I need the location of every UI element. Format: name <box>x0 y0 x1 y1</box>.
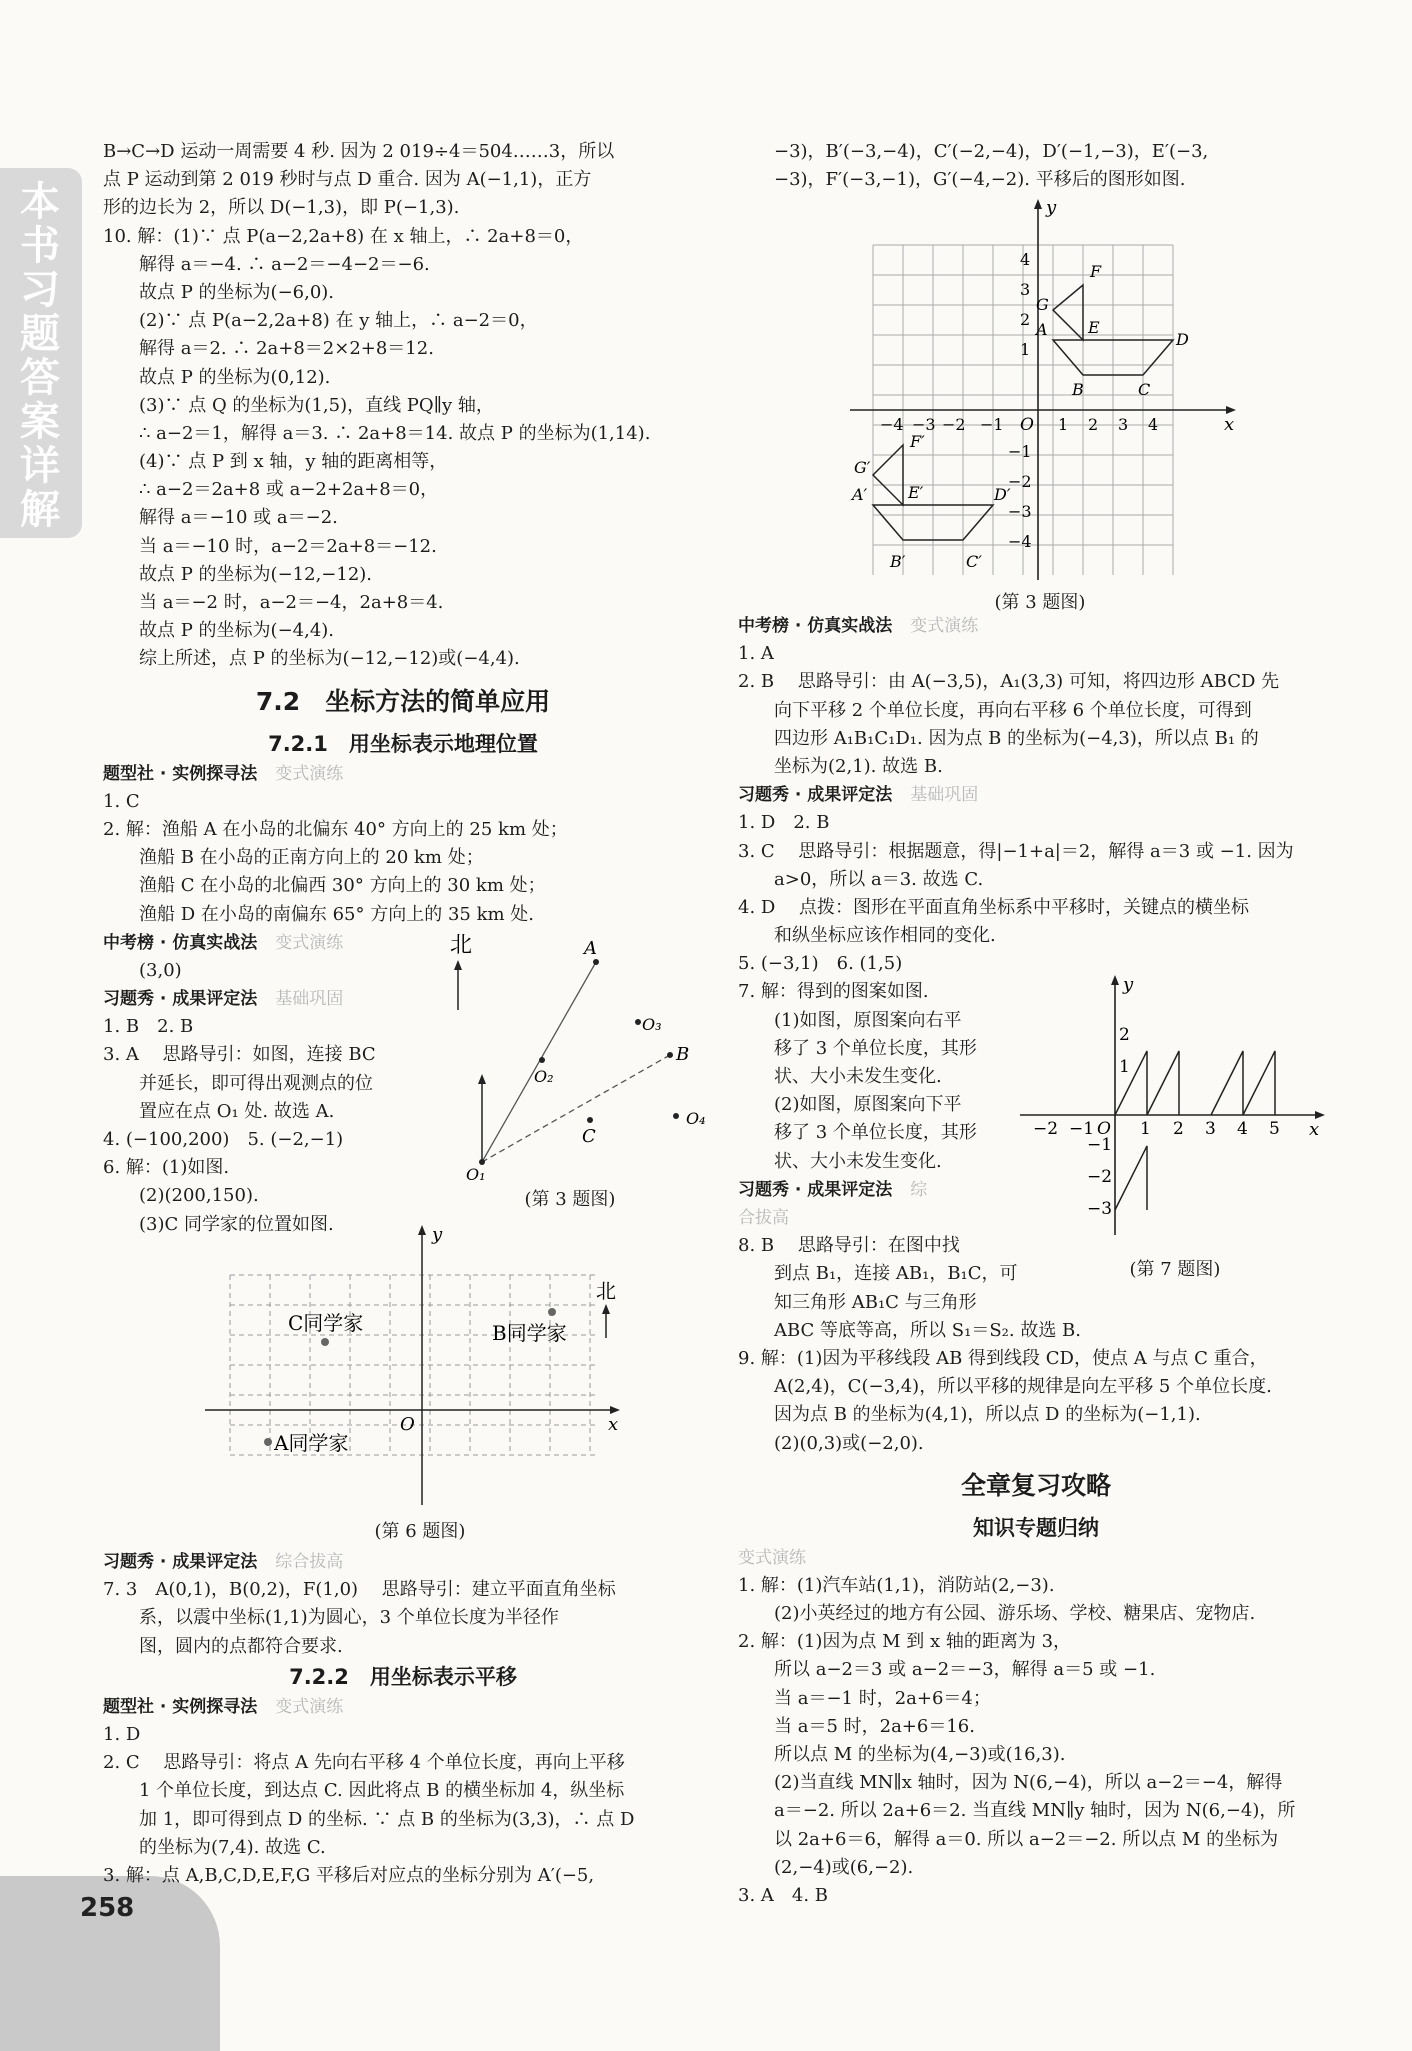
text-line <box>738 1345 1334 1373</box>
svg-text:−2: −2 <box>1008 472 1032 491</box>
line-text: a＝−2. 所以 2a+6＝2. 当直线 MN∥y 轴时，因为 N(6,−4)，所 <box>774 1800 1296 1822</box>
line-text: ∴ a−2＝2a+8 或 a−2+2a+8＝0， <box>139 479 439 501</box>
line-text: 中考榜 · 仿真实战法 <box>103 932 258 953</box>
line-text: 解得 a＝2. ∴ 2a+8＝2×2+8＝12. <box>139 338 434 360</box>
line-text: 变式演练 <box>738 1547 806 1568</box>
line-text: 故点 P 的坐标为(−6,0). <box>139 281 335 303</box>
text-line <box>103 816 703 844</box>
line-text: (2)当直线 MN∥x 轴时，因为 N(6,−4)，所以 a−2＝−4，解得 <box>774 1772 1283 1794</box>
line-text: 解得 a＝−4. ∴ a−2＝−4−2＝−6. <box>139 253 430 275</box>
line-text: 状、大小未发生变化. <box>774 1066 942 1088</box>
text-line <box>103 589 703 617</box>
text-line <box>738 1289 1334 1317</box>
line-text: a>0，所以 a＝3. 故选 C. <box>774 868 984 890</box>
line-text: 的坐标为(7,4). 故选 C. <box>139 1836 326 1858</box>
line-text: 当 a＝−2 时，a−2＝−4，2a+8＝4. <box>139 592 444 613</box>
line-text: (2)(0,3)或(−2,0). <box>774 1432 924 1454</box>
line-text: 当 a＝5 时，2a+6＝16. <box>774 1715 975 1737</box>
text-line <box>738 1769 1334 1797</box>
line-text: 10. 解：(1)∵ 点 P(a−2,2a+8) 在 x 轴上，∴ 2a+8＝0， <box>103 225 584 247</box>
line-text: 知识专题归纳 <box>973 1515 1099 1540</box>
svg-text:C′: C′ <box>966 552 982 571</box>
svg-text:2: 2 <box>1020 310 1031 329</box>
fig7-graph <box>1015 970 1335 1240</box>
svg-text:−2: −2 <box>1087 1167 1113 1187</box>
section-header <box>738 612 1334 640</box>
svg-text:1: 1 <box>1020 340 1031 359</box>
section-tag: 变式演练 <box>275 763 344 784</box>
svg-text:O: O <box>1020 415 1034 435</box>
section-title <box>103 682 703 722</box>
page-number: 258 <box>80 1893 135 1923</box>
text-line <box>738 866 1334 894</box>
svg-text:D: D <box>1176 330 1189 349</box>
svg-text:E: E <box>1088 318 1100 337</box>
text-line <box>103 1777 703 1805</box>
line-text: 加 1，即可得到点 D 的坐标. ∵ 点 B 的坐标为(3,3)，∴ 点 D <box>139 1808 635 1830</box>
line-text: 习题秀 · 成果评定法 <box>103 989 258 1010</box>
line-text: 坐标为(2,1). 故选 B. <box>774 755 943 777</box>
section-header <box>103 760 703 788</box>
text-line <box>738 1656 1334 1684</box>
line-text: 1. 解：(1)汽车站(1,1)，消防站(2,−3). <box>738 1574 1055 1596</box>
svg-text:4: 4 <box>1148 415 1159 434</box>
svg-text:O₄: O₄ <box>686 1109 706 1128</box>
svg-text:3: 3 <box>1020 280 1031 299</box>
line-text: 4. D 点拨：图形在平面直角坐标系中平移时，关键点的横坐标 <box>738 896 1250 918</box>
section-title <box>103 728 703 760</box>
line-text: 1. D 2. B <box>738 812 830 834</box>
side-tab <box>0 168 82 538</box>
svg-text:O₂: O₂ <box>534 1067 554 1086</box>
line-text: 9. 解：(1)因为平移线段 AB 得到线段 CD，使点 A 与点 C 重合， <box>738 1347 1268 1369</box>
north-label-2: 北 <box>596 1279 616 1303</box>
text-line <box>103 1862 703 1890</box>
line-text: 渔船 C 在小岛的北偏西 30° 方向上的 30 km 处； <box>139 875 546 897</box>
text-line <box>738 1317 1334 1345</box>
text-line <box>103 1604 703 1632</box>
fig3-right-caption: (第 3 题图) <box>994 592 1086 613</box>
text-line <box>738 640 1334 668</box>
line-text: (4)∵ 点 P 到 x 轴，y 轴的距离相等， <box>139 451 448 473</box>
svg-text:C: C <box>582 1126 596 1147</box>
side-tab-label: 本书习题答案详解 <box>20 179 60 533</box>
fig7-caption: (第 7 题图) <box>1129 1259 1221 1280</box>
section-tag: 综 <box>910 1179 928 1200</box>
line-text: 以 2a+6＝6，解得 a＝0. 所以 a−2＝−2. 所以点 M 的坐标为 <box>774 1828 1279 1850</box>
svg-text:x: x <box>1224 414 1235 435</box>
svg-text:D′: D′ <box>994 485 1011 504</box>
section-tag: 变式演练 <box>275 932 344 953</box>
line-text: 7.2.1 用坐标表示地理位置 <box>268 731 538 756</box>
line-text: (3)C 同学家的位置如图. <box>139 1213 334 1235</box>
svg-text:1: 1 <box>1140 1119 1151 1139</box>
line-text: 习题秀 · 成果评定法 <box>738 785 893 806</box>
line-text: 图，圆内的点都符合要求. <box>139 1635 343 1657</box>
line-text: 向下平移 2 个单位长度，再向右平移 6 个单位长度，可得到 <box>774 699 1252 721</box>
line-text: 8. B 思路导引：在图中找 <box>738 1235 960 1257</box>
line-text: 3. A 4. B <box>738 1884 829 1906</box>
svg-text:−2: −2 <box>942 415 966 434</box>
line-text: (2)如图，原图案向下平 <box>774 1094 962 1116</box>
svg-text:A′: A′ <box>852 485 868 504</box>
section-tag: 综合拔高 <box>275 1552 344 1572</box>
text-line <box>738 725 1334 753</box>
text-line <box>103 448 703 476</box>
text-line <box>103 901 703 929</box>
text-line <box>738 668 1334 696</box>
text-line <box>738 1628 1334 1656</box>
svg-text:−4: −4 <box>1008 532 1032 551</box>
svg-text:−1: −1 <box>1087 1135 1113 1155</box>
line-text: 合拔高 <box>738 1207 789 1228</box>
line-text: 7.2 坐标方法的简单应用 <box>255 686 551 716</box>
text-line <box>738 138 1334 166</box>
svg-text:5: 5 <box>1269 1119 1280 1139</box>
line-text: A(2,4)，C(−3,4)，所以平移的规律是向左平移 5 个单位长度. <box>774 1376 1272 1398</box>
text-line <box>103 645 703 673</box>
svg-text:2: 2 <box>1173 1119 1184 1139</box>
line-text: 习题秀 · 成果评定法 <box>738 1179 893 1200</box>
line-text: 故点 P 的坐标为(−12,−12). <box>139 563 373 585</box>
svg-text:1: 1 <box>1058 415 1069 434</box>
line-text: (2)小英经过的地方有公园、游乐场、学校、糖果店、宠物店. <box>774 1603 1256 1625</box>
text-line <box>738 1797 1334 1825</box>
text-line <box>103 788 703 816</box>
line-text: 全章复习攻略 <box>960 1470 1111 1500</box>
text-line <box>738 894 1334 922</box>
svg-text:O₃: O₃ <box>642 1015 662 1034</box>
left-column-bottom <box>103 1548 703 1890</box>
svg-text:E′: E′ <box>908 483 924 502</box>
svg-text:4: 4 <box>1237 1119 1248 1139</box>
line-text: 3. A 思路导引：如图，连接 BC <box>103 1044 376 1066</box>
section-header <box>738 781 1334 809</box>
section-tag: 基础巩固 <box>910 785 979 806</box>
svg-text:F: F <box>1090 262 1102 281</box>
svg-text:−3: −3 <box>1008 502 1032 521</box>
fig3-right-grid <box>840 195 1240 590</box>
svg-text:B′: B′ <box>890 552 906 571</box>
line-text: 到点 B₁，连接 AB₁，B₁C，可 <box>774 1263 1018 1285</box>
section-title <box>738 1512 1334 1544</box>
line-text: 3. C 思路导引：根据题意，得|−1+a|＝2，解得 a＝3 或 −1. 因为 <box>738 840 1294 862</box>
text-line <box>103 279 703 307</box>
line-text: 故点 P 的坐标为(−4,4). <box>139 620 335 642</box>
line-text: 知三角形 AB₁C 与三角形 <box>774 1291 977 1313</box>
section-title <box>738 1466 1334 1506</box>
text-line <box>103 194 703 222</box>
line-text: 故点 P 的坐标为(0,12). <box>139 366 331 388</box>
svg-text:x: x <box>608 1414 619 1435</box>
text-line <box>103 223 703 251</box>
text-line <box>103 138 703 166</box>
text-line <box>103 1749 703 1777</box>
line-text: ∴ a−2＝1，解得 a＝3. ∴ 2a+8＝14. 故点 P 的坐标为(1,14). <box>139 422 651 444</box>
line-text: 5. (−3,1) 6. (1,5) <box>738 953 903 975</box>
text-line <box>103 166 703 194</box>
text-line <box>738 1401 1334 1429</box>
text-line <box>738 1685 1334 1713</box>
line-text: 1. A <box>738 643 774 665</box>
svg-text:B: B <box>1072 380 1084 399</box>
line-text: 并延长，即可得出观测点的位 <box>139 1072 373 1094</box>
svg-text:A: A <box>584 938 597 959</box>
text-line <box>103 1721 703 1749</box>
text-line <box>738 1713 1334 1741</box>
line-text: 所以点 M 的坐标为(4,−3)或(16,3). <box>774 1744 1066 1766</box>
right-column-top <box>738 138 1334 194</box>
svg-text:y: y <box>432 1224 443 1245</box>
line-text: (3)∵ 点 Q 的坐标为(1,5)，直线 PQ∥y 轴， <box>139 394 494 416</box>
svg-text:y: y <box>1046 197 1057 218</box>
line-text: 3. 解：点 A,B,C,D,E,F,G 平移后对应点的坐标分别为 A′(−5, <box>103 1864 595 1886</box>
text-line <box>103 251 703 279</box>
line-text: 1. C <box>103 790 140 812</box>
line-text: 因为点 B 的坐标为(4,1)，所以点 D 的坐标为(−1,1). <box>774 1404 1201 1426</box>
line-text: 7.2.2 用坐标表示平移 <box>289 1664 517 1689</box>
line-text: ABC 等底等高，所以 S₁＝S₂. 故选 B. <box>774 1319 1081 1341</box>
svg-text:G: G <box>1036 295 1049 314</box>
line-text: 7. 解：得到的图案如图. <box>738 981 929 1003</box>
section-header <box>103 1693 703 1721</box>
line-text: 解得 a＝−10 或 a＝−2. <box>139 507 338 529</box>
svg-text:C: C <box>1138 380 1151 399</box>
text-line <box>103 561 703 589</box>
b-home-label: B同学家 <box>492 1321 567 1345</box>
c-home-label: C同学家 <box>288 1311 364 1335</box>
line-text: 系，以震中坐标(1,1)为圆心，3 个单位长度为半径作 <box>139 1607 559 1629</box>
line-text: 7. 3 A(0,1)，B(0,2)，F(1,0) 思路导引：建立平面直角坐标 <box>103 1579 616 1601</box>
svg-text:O: O <box>1097 1119 1111 1139</box>
svg-text:O₁: O₁ <box>466 1165 486 1184</box>
text-line <box>738 922 1334 950</box>
text-line <box>103 420 703 448</box>
line-text: −3)，F′(−3,−1)，G′(−4,−2). 平移后的图形如图. <box>774 169 1186 191</box>
text-line <box>738 838 1334 866</box>
svg-text:3: 3 <box>1118 415 1129 434</box>
direction-figure <box>430 930 720 1190</box>
line-text: 2. C 思路导引：将点 A 先向右平移 4 个单位长度，再向上平移 <box>103 1752 625 1774</box>
text-line <box>738 753 1334 781</box>
line-text: 题型社 · 实例探寻法 <box>103 1696 258 1717</box>
north-label: 北 <box>450 933 473 958</box>
text-line <box>738 697 1334 725</box>
section-tag: 变式演练 <box>275 1696 344 1717</box>
text-line <box>738 1430 1334 1458</box>
line-text: 2. B 思路导引：由 A(−3,5)，A₁(3,3) 可知，将四边形 ABCD 先 <box>738 671 1280 693</box>
line-text: 当 a＝−1 时，2a+6＝4； <box>774 1687 991 1709</box>
line-text: 2. 解：(1)因为点 M 到 x 轴的距离为 3， <box>738 1631 1072 1653</box>
svg-text:−3: −3 <box>912 415 936 434</box>
line-text: (3,0) <box>139 959 182 981</box>
line-text: B→C→D 运动一周需要 4 秒. 因为 2 019÷4＝504……3，所以 <box>103 141 615 162</box>
line-text: 移了 3 个单位长度，其形 <box>774 1122 977 1144</box>
svg-text:−1: −1 <box>980 415 1004 434</box>
line-text: (2)(200,150). <box>139 1185 259 1207</box>
line-text: 1. D <box>103 1723 141 1745</box>
text-line <box>738 1854 1334 1882</box>
line-text: 2. 解：渔船 A 在小岛的北偏东 40° 方向上的 25 km 处； <box>103 818 568 840</box>
text-line <box>103 335 703 363</box>
text-line <box>103 364 703 392</box>
line-text: 渔船 D 在小岛的南偏东 65° 方向上的 35 km 处. <box>139 903 534 925</box>
text-line <box>738 1882 1334 1910</box>
text-line <box>103 844 703 872</box>
svg-text:y: y <box>1123 974 1134 995</box>
line-text: 1. B 2. B <box>103 1016 194 1038</box>
section-header <box>103 1548 703 1576</box>
line-text: (1)如图，原图案向右平 <box>774 1009 962 1031</box>
svg-text:1: 1 <box>1119 1057 1130 1077</box>
section-title <box>103 1661 703 1693</box>
line-text: 综上所述，点 P 的坐标为(−12,−12)或(−4,4). <box>139 648 520 670</box>
svg-text:2: 2 <box>1119 1025 1130 1045</box>
fig6-grid <box>200 1220 630 1510</box>
text-line <box>103 504 703 532</box>
svg-text:F′: F′ <box>910 432 925 451</box>
text-line <box>738 1572 1334 1600</box>
a-home-label: A同学家 <box>274 1431 349 1455</box>
line-text: 形的边长为 2，所以 D(−1,3)，即 P(−1,3). <box>103 197 460 219</box>
line-text: 题型社 · 实例探寻法 <box>103 763 258 784</box>
text-line <box>738 1544 1334 1572</box>
svg-text:4: 4 <box>1020 250 1031 269</box>
svg-text:2: 2 <box>1088 415 1099 434</box>
line-text: 状、大小未发生变化. <box>774 1150 942 1172</box>
svg-text:−4: −4 <box>880 415 904 434</box>
line-text: 当 a＝−10 时，a−2＝2a+8＝−12. <box>139 535 437 557</box>
line-text: 和纵坐标应该作相同的变化. <box>774 925 996 947</box>
svg-text:−3: −3 <box>1087 1199 1113 1219</box>
text-line <box>103 392 703 420</box>
section-tag: 变式演练 <box>910 616 979 636</box>
text-line <box>738 1600 1334 1628</box>
text-line <box>738 1741 1334 1769</box>
svg-text:−1: −1 <box>1069 1119 1095 1139</box>
svg-text:O: O <box>400 1414 415 1435</box>
text-line <box>738 1826 1334 1854</box>
line-text: 所以 a−2＝3 或 a−2＝−3，解得 a＝5 或 −1. <box>774 1659 1156 1681</box>
text-line <box>103 1633 703 1661</box>
svg-text:A: A <box>1036 320 1048 339</box>
text-line <box>103 1834 703 1862</box>
svg-text:G′: G′ <box>854 458 871 477</box>
text-line <box>103 617 703 645</box>
svg-text:B: B <box>676 1044 690 1065</box>
svg-text:x: x <box>1309 1119 1320 1140</box>
fig3-left-caption: (第 3 题图) <box>524 1189 616 1210</box>
text-line <box>103 872 703 900</box>
line-text: (2)∵ 点 P(a−2,2a+8) 在 y 轴上，∴ a−2＝0， <box>139 310 538 332</box>
line-text: 置应在点 O₁ 处. 故选 A. <box>139 1100 335 1122</box>
line-text: 移了 3 个单位长度，其形 <box>774 1037 977 1059</box>
section-tag: 基础巩固 <box>275 989 344 1010</box>
line-text: −3)，B′(−3,−4)，C′(−2,−4)，D′(−1,−3)，E′(−3, <box>774 141 1209 162</box>
line-text: (2,−4)或(6,−2). <box>774 1856 914 1878</box>
line-text: 中考榜 · 仿真实战法 <box>738 616 893 636</box>
svg-text:3: 3 <box>1205 1119 1216 1139</box>
text-line <box>738 1373 1334 1401</box>
text-line <box>738 809 1334 837</box>
line-text: 1 个单位长度，到达点 C. 因此将点 B 的横坐标加 4，纵坐标 <box>139 1780 625 1802</box>
line-text: 4. (−100,200) 5. (−2,−1) <box>103 1129 344 1151</box>
text-line <box>103 476 703 504</box>
line-text: 习题秀 · 成果评定法 <box>103 1552 258 1572</box>
text-line <box>103 1576 703 1604</box>
text-line <box>738 166 1334 194</box>
svg-text:−1: −1 <box>1008 442 1032 461</box>
text-line <box>103 533 703 561</box>
line-text: 渔船 B 在小岛的正南方向上的 20 km 处； <box>139 847 484 869</box>
text-line <box>103 1806 703 1834</box>
svg-text:−2: −2 <box>1033 1119 1059 1139</box>
fig6-caption: (第 6 题图) <box>374 1521 466 1542</box>
line-text: 点 P 运动到第 2 019 秒时与点 D 重合. 因为 A(−1,1)，正方 <box>103 169 592 191</box>
line-text: 四边形 A₁B₁C₁D₁. 因为点 B 的坐标为(−4,3)，所以点 B₁ 的 <box>774 727 1259 749</box>
line-text: 6. 解：(1)如图. <box>103 1157 230 1179</box>
text-line <box>103 307 703 335</box>
